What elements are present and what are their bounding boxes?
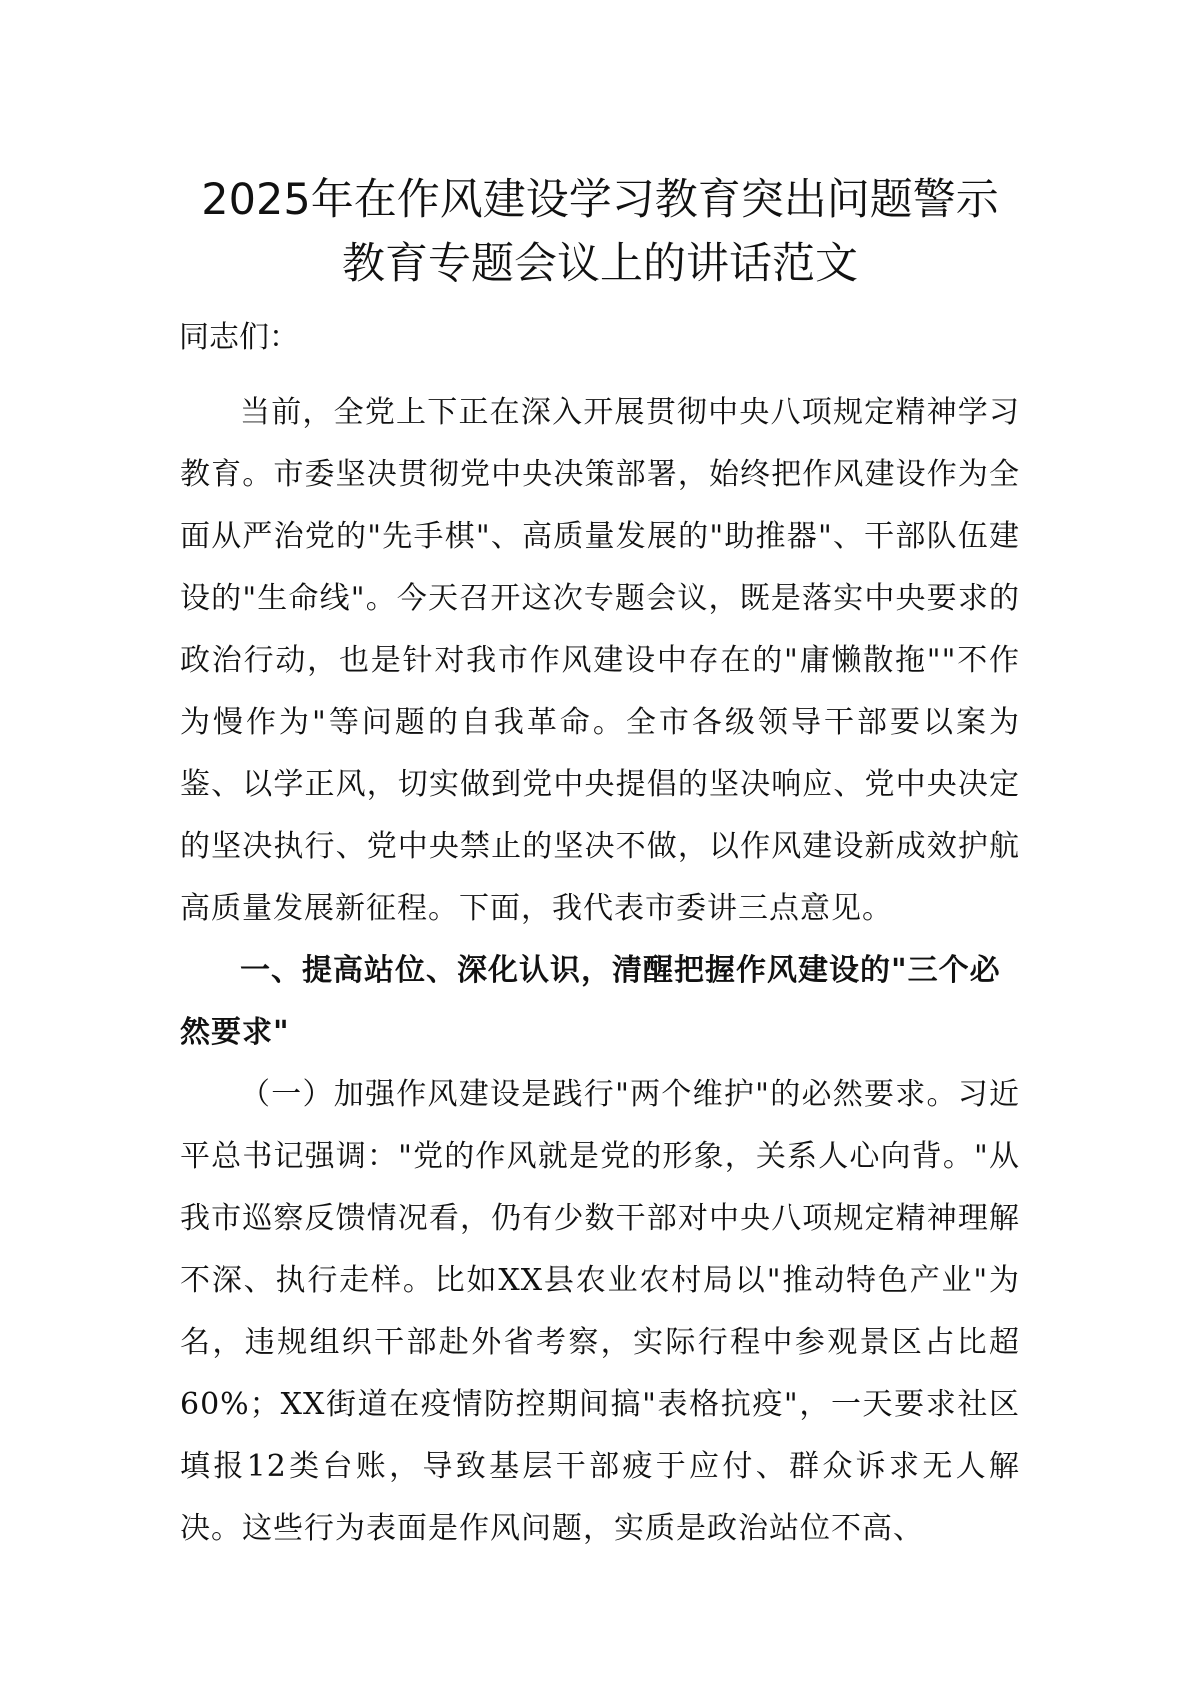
- document-title: 2025年在作风建设学习教育突出问题警示教育专题会议上的讲话范文: [201, 175, 999, 289]
- section-heading-1: 一、提高站位、深化认识，清醒把握作风建设的"三个必然要求": [180, 953, 1001, 1050]
- section-1-paragraph-1: （一）加强作风建设是践行"两个维护"的必然要求。习近平总书记强调："党的作风就是党的形象，关系人心向背。"从我市巡察反馈情况看，仍有少数干部对中央八项规定精神理解不深、执行走样。比如XX县农业农村局以"推动特色产业"为名，违规组织干部赴外省考察，实际行程中参观景区占比超60%；XX街道在疫情防控期间搞"表格抗疫"，一天要求社区填报12类台账，导致基层干部疲于应付、群众诉求无人解决。这些行为表面是作风问题，实质是政治站位不高、: [180, 1077, 1020, 1546]
- document-page: [180, 168, 1020, 1560]
- salutation: 同志们：: [179, 320, 299, 355]
- intro-paragraph: 当前，全党上下正在深入开展贯彻中央八项规定精神学习教育。市委坚决贯彻党中央决策部署，始终把作风建设作为全面从严治党的"先手棋"、高质量发展的"助推器"、干部队伍建设的"生命线"。今天召开这次专题会议，既是落实中央要求的政治行动，也是针对我市作风建设中存在的"庸懒散拖""不作为慢作为"等问题的自我革命。全市各级领导干部要以案为鉴、以学正风，切实做到党中央提倡的坚决响应、党中央决定的坚决执行、党中央禁止的坚决不做，以作风建设新成效护航高质量发展新征程。下面，我代表市委讲三点意见。: [180, 395, 1020, 926]
